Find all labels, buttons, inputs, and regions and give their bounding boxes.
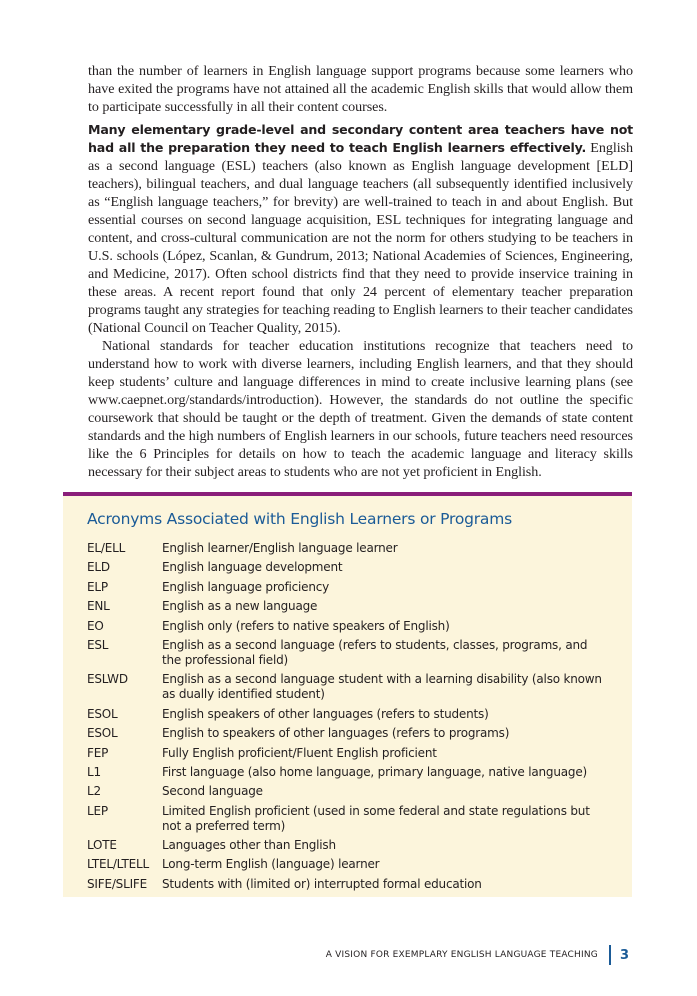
acronym-row (87, 638, 607, 668)
acronym-definition: English speakers of other languages (refers to students) (162, 706, 489, 721)
acronym-term: L2 (87, 784, 101, 799)
acronym-term: EL/ELL (87, 541, 126, 555)
acronym-row (87, 877, 607, 892)
acronym-definition: Limited English proficient (used in some federal and state regulations but not a preferred term) (162, 803, 590, 833)
acronym-row (87, 599, 607, 614)
acronym-row (87, 838, 607, 853)
acronym-term: L1 (87, 764, 101, 779)
page-footer (326, 945, 629, 965)
sidebar-title: Acronyms Associated with English Learners or Programs (87, 510, 513, 528)
acronym-term: ESOL (87, 726, 118, 741)
acronym-row (87, 765, 607, 780)
acronym-definition: English language development (162, 560, 343, 575)
acronym-row (87, 672, 607, 702)
paragraph-3: National standards for teacher education institutions recognize that teachers need to understand how to work with diverse learners, including English learners, and that they should keep students’ culture and language differences in mind to create inclusive learning plans (see www.caepnet.org/standards/introduction). However, the standards do not outline the specific coursework that should be taught or the depth of treatment. Given the demands of state content standards and the high numbers of English learners in our schools, future teachers need resources like the 6 Principles for details on how to teach the academic language and literacy skills necessary for their subject areas to students who are not yet proficient in English. (88, 338, 633, 480)
acronym-row (87, 726, 607, 741)
page-number: 3 (619, 947, 629, 963)
acronym-term: ELD (87, 560, 110, 575)
paragraph-2-text: English as a second language (ESL) teachers (also known as English language development [ELD] teachers), bilingual teachers, and dual language teachers (all subsequently identified inclusively as “English language teachers,” for brevity) are well-trained to teach in and about English. But essential courses on second language acquisition, ESL techniques for integrating language and content, and cross-cultural communication are not the norm for others studying to be teachers in U.S. schools (López, Scanlan, & Gundrum, 2013; National Academies of Sciences, Engineering, and Medicine, 2017). Often school districts find that they need to provide inservice training in these areas. A recent report found that only 24 percent of elementary teacher preparation programs taught any strategies for teaching reading to English learners to their teacher candidates (National Council on Teacher Quality, 2015). (88, 140, 633, 336)
acronym-term: ESL (87, 637, 109, 652)
acronym-definition: Long-term English (language) learner (162, 857, 380, 872)
acronym-definition: First language (also home language, primary language, native language) (162, 764, 587, 779)
acronym-term: LOTE (87, 838, 117, 853)
acronym-definition: Languages other than English (162, 838, 336, 853)
acronym-row (87, 746, 607, 761)
acronym-definition: Students with (limited or) interrupted formal education (162, 876, 482, 891)
footer-divider (609, 945, 611, 965)
paragraph-1: than the number of learners in English language support programs because some learners who have exited the programs have not attained all the academic English skills that would allow them to participate successfully in all their content courses. (88, 63, 633, 115)
acronym-row (87, 857, 607, 872)
acronym-definition: English language proficiency (162, 579, 330, 594)
acronym-definition: English as a new language (162, 599, 318, 614)
acronym-definition: Second language (162, 784, 263, 799)
acronym-term: ESOL (87, 706, 118, 721)
running-title: A VISION FOR EXEMPLARY ENGLISH LANGUAGE TEACHING (325, 950, 598, 960)
acronym-term: EO (87, 618, 104, 633)
acronym-term: LTEL/LTELL (87, 857, 149, 872)
paragraph-2 (88, 121, 633, 337)
acronym-row (87, 560, 607, 575)
acronym-definition: English only (refers to native speakers of English) (162, 618, 450, 633)
acronym-row (87, 784, 607, 799)
acronym-definition: Fully English proficient/Fluent English proficient (162, 745, 437, 760)
acronym-row (87, 580, 607, 595)
paragraph-2-lead: Many elementary grade-level and secondary content area teachers have not had all the preparation they need to teach English learners effectively. (88, 122, 633, 155)
acronyms-sidebar (63, 492, 632, 897)
acronym-term: ELP (87, 579, 108, 594)
acronym-definition: English as a second language (refers to students, classes, programs, and the professional field) (162, 637, 588, 667)
acronym-row (87, 541, 607, 556)
acronym-definition: English to speakers of other languages (refers to programs) (162, 726, 510, 741)
acronym-list (87, 541, 607, 896)
acronym-definition: English learner/English language learner (162, 541, 398, 555)
acronym-definition: English as a second language student with a learning disability (also known as dually identified student) (162, 672, 602, 702)
acronym-row (87, 707, 607, 722)
acronym-term: LEP (87, 803, 108, 818)
acronym-term: SIFE/SLIFE (87, 876, 148, 891)
acronym-row (87, 804, 607, 834)
acronym-term: ENL (87, 599, 110, 614)
acronym-term: ESLWD (87, 672, 128, 687)
body-text (88, 62, 633, 481)
acronym-term: FEP (87, 745, 109, 760)
acronym-row (87, 619, 607, 634)
